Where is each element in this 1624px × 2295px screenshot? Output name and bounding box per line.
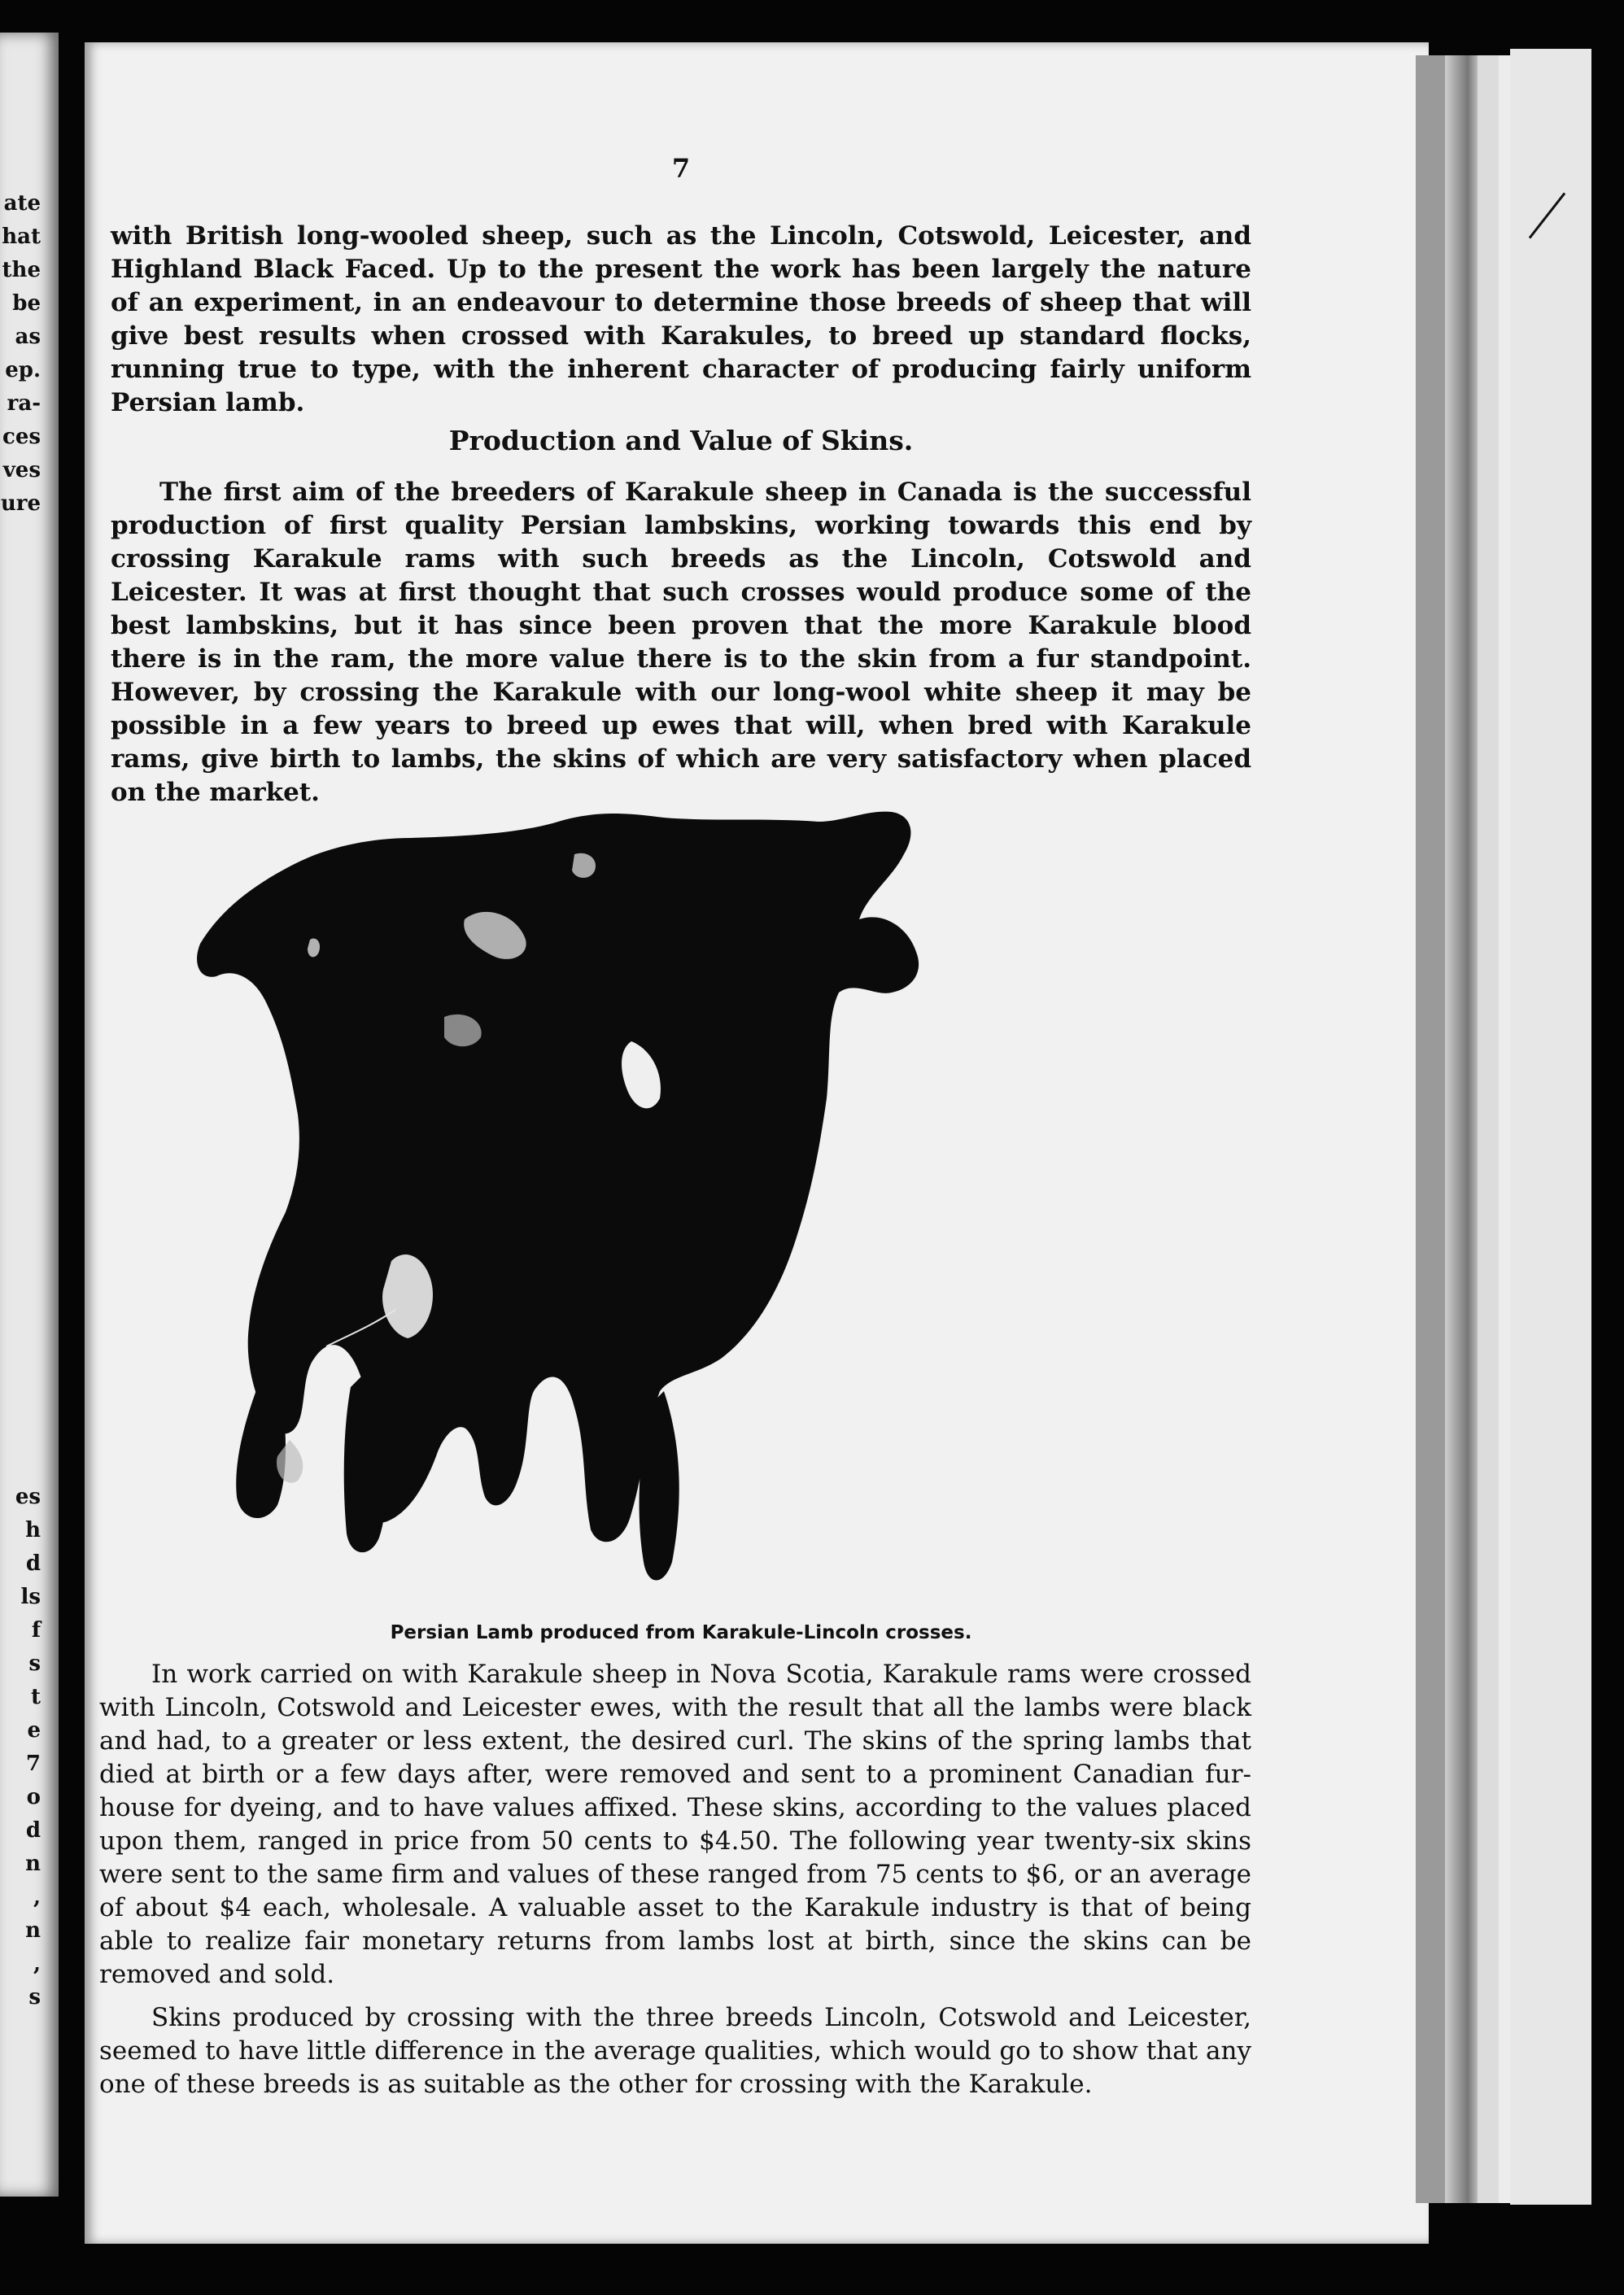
left-page-fragment: be bbox=[12, 291, 41, 316]
left-page-fragment: ate bbox=[3, 191, 41, 216]
left-page-fragment: ra- bbox=[7, 391, 41, 416]
left-page-fragment: t bbox=[30, 1685, 41, 1709]
paragraph-nova-scotia: In work carried on with Karakule sheep in Nova Scotia, Karakule rams were crossed with Lincoln, Cotswold and Leicester ewes, with the result that all the lambs were black and had, to a greater or less extent, the desired curl. The skins of the spring lambs that died at birth or a few days after, were removed and sent to a prominent Canadian fur-house for dyeing, and to have values affixed. These skins, according to the values placed upon them, ranged in price from 50 cents to $4.50. The following year twenty-six skins were sent to the same firm and values of these ranged from 75 cents to $6, or an average of about $4 each, wholesale. A valuable asset to the Karakule industry is that of being able to realize fair monetary returns from lambs lost at birth, since the skins can be removed and sold. bbox=[99, 1660, 1251, 1989]
left-page-fragment: as bbox=[15, 325, 41, 349]
section-heading: Production and Value of Skins. bbox=[448, 425, 914, 456]
page-edge-stack bbox=[1445, 55, 1478, 2203]
left-page-fragment: , bbox=[33, 1885, 41, 1909]
right-page-edge bbox=[1510, 49, 1591, 2205]
left-page-fragment: n bbox=[25, 1918, 41, 1943]
left-page-fragment: o bbox=[26, 1785, 41, 1809]
intro-paragraph: with British long-wooled sheep, such as the Lincoln, Cotswold, Leicester, and Highland Black Faced. Up to the present the work has been largely the nature of an experiment, in an endeavour to determine those breeds of sheep that will give best results when crossed with Karakules, to breed up standard flocks, running true to type, with the inherent character of producing fairly uniform Persian lamb. bbox=[111, 221, 1251, 417]
left-page-fragment: ves bbox=[2, 458, 41, 482]
left-page-fragment: f bbox=[31, 1618, 41, 1643]
left-page-fragment: d bbox=[25, 1818, 41, 1843]
figure-caption: Persian Lamb produced from Karakule-Lincoln crosses. bbox=[390, 1622, 972, 1643]
page-number: 7 bbox=[671, 153, 691, 184]
page-edge-stack bbox=[1499, 55, 1510, 2203]
left-page-fragment: s bbox=[28, 1985, 41, 2009]
adjacent-left-page bbox=[0, 33, 59, 2197]
left-page-fragment: , bbox=[33, 1952, 41, 1976]
left-page-fragment: h bbox=[25, 1518, 41, 1542]
paragraph-production: The first aim of the breeders of Karakule sheep in Canada is the successful production of first quality Persian lambskins, working towards this end by crossing Karakule rams with such breeds as the Lincoln, Cotswold and Leicester. It was at first thought that such crosses would produce some of the best lambskins, but it has since been proven that the more Karakule blood there is in the ram, the more value there is to the skin from a fur standpoint. However, by crossing the Karakule with our long-wool white sheep it may be possible in a few years to breed up ewes that will, when bred with Karakule rams, give birth to lambs, the skins of which are very satisfactory when placed on the market. bbox=[111, 478, 1251, 807]
left-page-fragment: d bbox=[25, 1551, 41, 1576]
left-page-fragment: 7 bbox=[25, 1752, 41, 1776]
paragraph-breeds-comparison: Skins produced by crossing with the three breeds Lincoln, Cotswold and Leicester, seemed to have little difference in the average qualities, which would go to show that any one of these breeds is as suitable as the other for crossing with the Karakule. bbox=[99, 2003, 1251, 2099]
left-page-fragment: ces bbox=[2, 425, 41, 449]
page-edge-stack bbox=[1478, 55, 1499, 2203]
left-page-fragment: hat bbox=[2, 225, 41, 249]
left-page-fragment: e bbox=[27, 1718, 41, 1743]
page-edge-shadow bbox=[1416, 55, 1445, 2203]
left-page-fragment: ls bbox=[20, 1585, 41, 1609]
left-page-fragment: s bbox=[28, 1651, 41, 1676]
left-page-fragment: es bbox=[15, 1485, 41, 1509]
left-page-fragment: the bbox=[2, 258, 41, 282]
left-page-fragment: ure bbox=[0, 491, 41, 516]
lamb-skin-silhouette bbox=[197, 812, 919, 1542]
left-page-fragment: n bbox=[25, 1852, 41, 1876]
lamb-skin-image bbox=[176, 805, 1201, 1619]
persian-lamb-skin-photo bbox=[176, 805, 1201, 1619]
left-page-fragment: ep. bbox=[5, 358, 41, 382]
